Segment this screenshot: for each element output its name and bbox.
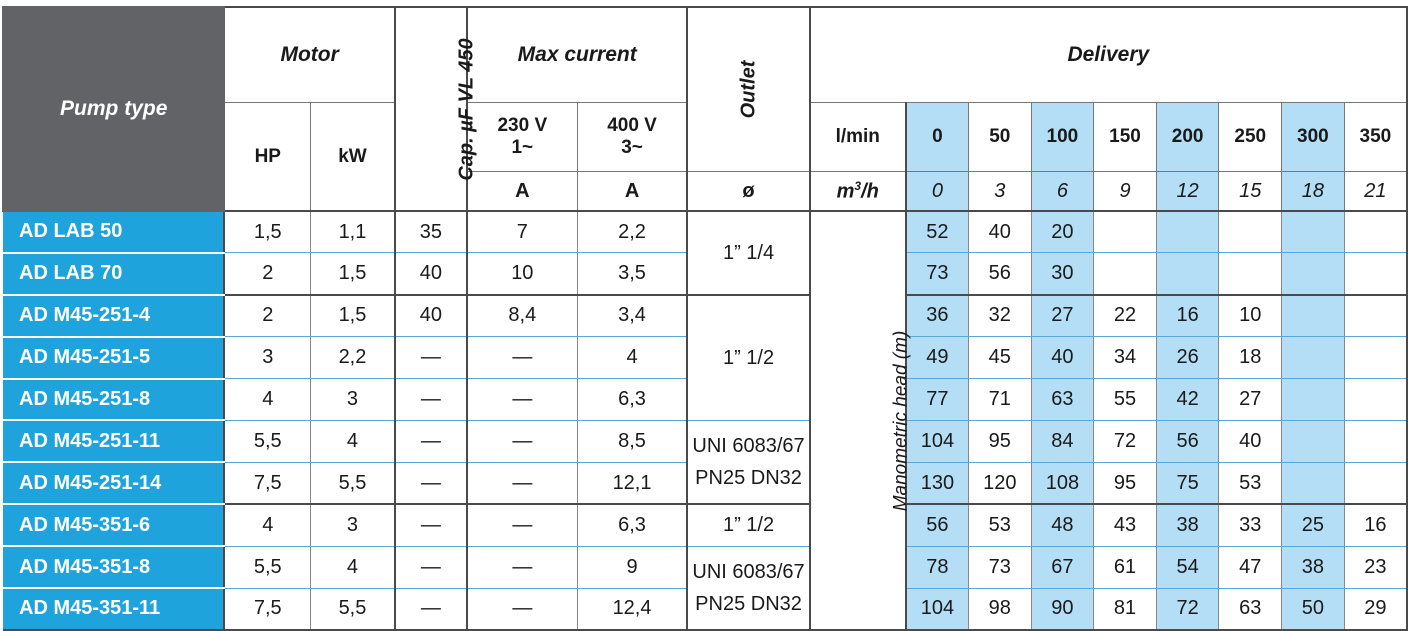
head-cell: 95 xyxy=(1094,462,1157,504)
a230-cell: 10 xyxy=(467,253,577,295)
outlet-cell xyxy=(687,546,809,630)
pump-spec-table xyxy=(2,6,1408,631)
head-cell: 40 xyxy=(1031,337,1094,379)
head-cell xyxy=(1344,295,1407,337)
head-cell: 72 xyxy=(1156,588,1219,630)
hp-header: HP xyxy=(224,103,310,212)
m3h-base: m xyxy=(836,180,855,203)
max-current-header: Max current xyxy=(467,7,687,103)
a400-cell: 2,2 xyxy=(577,211,687,253)
head-cell: 73 xyxy=(968,546,1031,588)
kw-header: kW xyxy=(311,103,395,212)
head-cell xyxy=(1344,420,1407,462)
head-cell: 38 xyxy=(1282,546,1345,588)
capacitor-label: Cap. µF VL 450 xyxy=(455,37,478,181)
hp-cell: 5,5 xyxy=(224,420,310,462)
head-cell xyxy=(1282,420,1345,462)
head-cell xyxy=(1094,253,1157,295)
cap-cell: — xyxy=(395,420,467,462)
a230-cell: — xyxy=(467,420,577,462)
head-cell: 16 xyxy=(1156,295,1219,337)
m3h-value: 9 xyxy=(1094,172,1157,212)
head-cell: 54 xyxy=(1156,546,1219,588)
v230-header xyxy=(467,103,577,172)
head-cell: 84 xyxy=(1031,420,1094,462)
head-cell xyxy=(1282,462,1345,504)
head-cell: 30 xyxy=(1031,253,1094,295)
m3h-header xyxy=(810,172,906,212)
head-cell: 22 xyxy=(1094,295,1157,337)
motor-header: Motor xyxy=(224,7,394,103)
cap-cell: 40 xyxy=(395,253,467,295)
delivery-header: Delivery xyxy=(810,7,1407,103)
head-cell: 20 xyxy=(1031,211,1094,253)
kw-cell: 4 xyxy=(311,546,395,588)
head-cell: 75 xyxy=(1156,462,1219,504)
lmin-value: 200 xyxy=(1156,103,1219,172)
pump-rows xyxy=(3,211,1407,630)
kw-cell: 5,5 xyxy=(311,588,395,630)
head-cell: 56 xyxy=(968,253,1031,295)
a230-cell: — xyxy=(467,504,577,546)
m3h-superscript: 3 xyxy=(854,178,862,193)
m3h-value: 6 xyxy=(1031,172,1094,212)
head-cell: 108 xyxy=(1031,462,1094,504)
outlet-cell: 1” 1/4 xyxy=(687,211,809,295)
pump-name: AD M45-251-8 xyxy=(3,379,224,421)
pump-name: AD M45-251-5 xyxy=(3,337,224,379)
kw-cell: 2,2 xyxy=(311,337,395,379)
head-cell xyxy=(1282,337,1345,379)
kw-cell: 1,5 xyxy=(311,295,395,337)
pump-name: AD M45-351-6 xyxy=(3,504,224,546)
pump-name: AD M45-251-11 xyxy=(3,420,224,462)
pump-type-header: Pump type xyxy=(3,7,224,211)
head-cell: 36 xyxy=(906,295,969,337)
pump-spec-table-container xyxy=(2,6,1408,631)
cap-cell: — xyxy=(395,588,467,630)
head-cell xyxy=(1344,211,1407,253)
unit-a-400: A xyxy=(577,172,687,212)
head-cell: 16 xyxy=(1344,504,1407,546)
lmin-value: 250 xyxy=(1219,103,1282,172)
head-cell: 77 xyxy=(906,379,969,421)
cap-cell: 35 xyxy=(395,211,467,253)
head-cell: 78 xyxy=(906,546,969,588)
pump-name: AD M45-251-14 xyxy=(3,462,224,504)
pump-name: AD M45-251-4 xyxy=(3,295,224,337)
cap-cell: — xyxy=(395,462,467,504)
outlet-label: Outlet xyxy=(737,60,760,119)
cap-cell: — xyxy=(395,337,467,379)
a230-cell: 8,4 xyxy=(467,295,577,337)
head-cell: 120 xyxy=(968,462,1031,504)
head-cell xyxy=(1344,462,1407,504)
head-cell: 33 xyxy=(1219,504,1282,546)
head-cell xyxy=(1219,211,1282,253)
head-cell: 53 xyxy=(968,504,1031,546)
kw-cell: 1,1 xyxy=(311,211,395,253)
a400-cell: 3,5 xyxy=(577,253,687,295)
lmin-value: 0 xyxy=(906,103,969,172)
cap-cell: — xyxy=(395,504,467,546)
head-cell: 67 xyxy=(1031,546,1094,588)
head-cell xyxy=(1344,337,1407,379)
head-cell: 48 xyxy=(1031,504,1094,546)
lmin-value: 100 xyxy=(1031,103,1094,172)
hp-cell: 5,5 xyxy=(224,546,310,588)
outlet-line2: PN25 DN32 xyxy=(695,592,802,615)
v400-header xyxy=(577,103,687,172)
a400-cell: 6,3 xyxy=(577,504,687,546)
head-cell: 42 xyxy=(1156,379,1219,421)
head-cell: 53 xyxy=(1219,462,1282,504)
unit-a-230: A xyxy=(467,172,577,212)
hp-cell: 4 xyxy=(224,504,310,546)
v230-line2: 1~ xyxy=(511,137,534,158)
m3h-tail: /h xyxy=(861,180,879,203)
head-cell: 104 xyxy=(906,420,969,462)
table-row xyxy=(3,420,1407,462)
m3h-value: 21 xyxy=(1344,172,1407,212)
head-cell: 52 xyxy=(906,211,969,253)
m3h-value: 15 xyxy=(1219,172,1282,212)
head-cell: 38 xyxy=(1156,504,1219,546)
head-cell: 45 xyxy=(968,337,1031,379)
cap-cell: 40 xyxy=(395,295,467,337)
head-cell: 130 xyxy=(906,462,969,504)
a400-cell: 8,5 xyxy=(577,420,687,462)
v400-line1: 400 V xyxy=(607,115,657,136)
a400-cell: 4 xyxy=(577,337,687,379)
table-row xyxy=(3,295,1407,337)
head-cell: 50 xyxy=(1282,588,1345,630)
head-cell: 73 xyxy=(906,253,969,295)
m3h-value: 12 xyxy=(1156,172,1219,212)
m3h-value: 3 xyxy=(968,172,1031,212)
head-cell: 47 xyxy=(1219,546,1282,588)
pump-name: AD M45-351-8 xyxy=(3,546,224,588)
head-cell: 27 xyxy=(1219,379,1282,421)
head-cell: 23 xyxy=(1344,546,1407,588)
cap-cell: — xyxy=(395,546,467,588)
lmin-value: 350 xyxy=(1344,103,1407,172)
head-cell: 32 xyxy=(968,295,1031,337)
hp-cell: 3 xyxy=(224,337,310,379)
m3h-value: 18 xyxy=(1282,172,1345,212)
outlet-cell xyxy=(687,420,809,504)
head-cell: 63 xyxy=(1031,379,1094,421)
manometric-head-cell xyxy=(810,211,911,630)
a230-cell: — xyxy=(467,337,577,379)
hp-cell: 2 xyxy=(224,295,310,337)
outlet-cell: 1” 1/2 xyxy=(687,504,809,546)
m3h-value: 0 xyxy=(906,172,969,212)
kw-cell: 1,5 xyxy=(311,253,395,295)
pump-name: AD LAB 70 xyxy=(3,253,224,295)
manometric-head-label: Manometric head (m) xyxy=(889,330,911,512)
head-cell xyxy=(1282,295,1345,337)
a230-cell: 7 xyxy=(467,211,577,253)
outlet-cell: 1” 1/2 xyxy=(687,295,809,421)
kw-cell: 5,5 xyxy=(311,462,395,504)
kw-cell: 4 xyxy=(311,420,395,462)
table-row xyxy=(3,546,1407,588)
capacitor-header xyxy=(395,7,478,211)
a230-cell: — xyxy=(467,379,577,421)
outlet-line1: UNI 6083/67 xyxy=(692,560,805,583)
lmin-header: l/min xyxy=(810,103,906,172)
a230-cell: — xyxy=(467,546,577,588)
head-cell xyxy=(1219,253,1282,295)
kw-cell: 3 xyxy=(311,379,395,421)
lmin-value: 50 xyxy=(968,103,1031,172)
hp-cell: 7,5 xyxy=(224,462,310,504)
head-cell: 71 xyxy=(968,379,1031,421)
head-cell: 29 xyxy=(1344,588,1407,630)
head-cell: 72 xyxy=(1094,420,1157,462)
a400-cell: 12,4 xyxy=(577,588,687,630)
head-cell: 98 xyxy=(968,588,1031,630)
head-cell: 34 xyxy=(1094,337,1157,379)
head-cell: 104 xyxy=(906,588,969,630)
lmin-value: 150 xyxy=(1094,103,1157,172)
head-cell: 49 xyxy=(906,337,969,379)
head-cell: 81 xyxy=(1094,588,1157,630)
lmin-value: 300 xyxy=(1282,103,1345,172)
a230-cell: — xyxy=(467,588,577,630)
head-cell: 90 xyxy=(1031,588,1094,630)
head-cell xyxy=(1344,253,1407,295)
head-cell: 56 xyxy=(1156,420,1219,462)
head-cell: 10 xyxy=(1219,295,1282,337)
a230-cell: — xyxy=(467,462,577,504)
head-cell: 27 xyxy=(1031,295,1094,337)
head-cell: 40 xyxy=(1219,420,1282,462)
outlet-line1: UNI 6083/67 xyxy=(692,435,805,458)
head-cell xyxy=(1282,379,1345,421)
hp-cell: 4 xyxy=(224,379,310,421)
hp-cell: 7,5 xyxy=(224,588,310,630)
hp-cell: 1,5 xyxy=(224,211,310,253)
pump-name: AD M45-351-11 xyxy=(3,588,224,630)
table-row xyxy=(3,211,1407,253)
head-cell: 40 xyxy=(968,211,1031,253)
head-cell xyxy=(1156,253,1219,295)
hp-cell: 2 xyxy=(224,253,310,295)
a400-cell: 6,3 xyxy=(577,379,687,421)
head-cell: 55 xyxy=(1094,379,1157,421)
head-cell xyxy=(1282,211,1345,253)
head-cell xyxy=(1094,211,1157,253)
head-cell xyxy=(1282,253,1345,295)
head-cell: 18 xyxy=(1219,337,1282,379)
head-cell: 25 xyxy=(1282,504,1345,546)
cap-cell: — xyxy=(395,379,467,421)
pump-name: AD LAB 50 xyxy=(3,211,224,253)
outlet-line2: PN25 DN32 xyxy=(695,467,802,490)
head-cell: 95 xyxy=(968,420,1031,462)
head-cell: 26 xyxy=(1156,337,1219,379)
head-cell: 63 xyxy=(1219,588,1282,630)
a400-cell: 9 xyxy=(577,546,687,588)
head-cell: 61 xyxy=(1094,546,1157,588)
head-cell xyxy=(1344,379,1407,421)
v400-line2: 3~ xyxy=(621,137,643,158)
table-row xyxy=(3,504,1407,546)
kw-cell: 3 xyxy=(311,504,395,546)
head-cell xyxy=(1156,211,1219,253)
head-cell: 56 xyxy=(906,504,969,546)
v230-line1: 230 V xyxy=(497,115,548,136)
outlet-header xyxy=(687,7,809,172)
a400-cell: 3,4 xyxy=(577,295,687,337)
head-cell: 43 xyxy=(1094,504,1157,546)
a400-cell: 12,1 xyxy=(577,462,687,504)
outlet-unit: ø xyxy=(687,172,809,212)
